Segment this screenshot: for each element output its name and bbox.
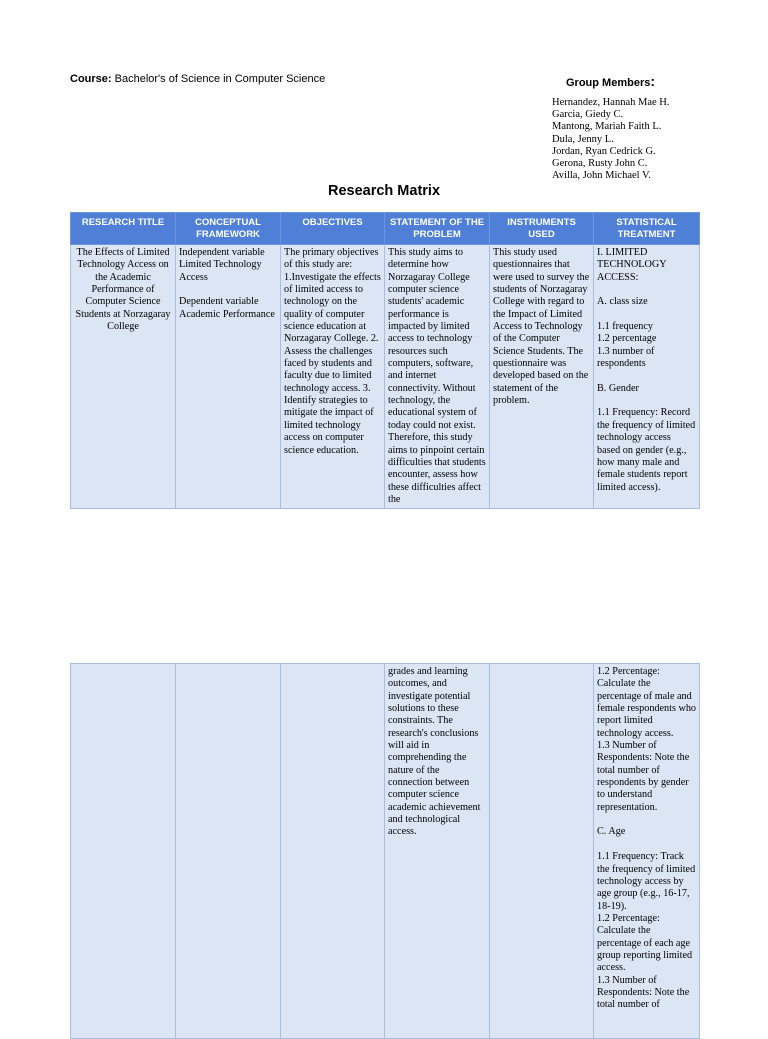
member-name: Dula, Jenny L. bbox=[552, 133, 614, 145]
header-objectives: OBJECTIVES bbox=[281, 213, 385, 245]
group-members-list bbox=[552, 97, 670, 182]
cell-statement-of-the-problem: This study aims to determine how Norzagaray College computer science students' academic performance is impacted by limited access to technology resources such computers, software, and internet connectivity. Without technology, the educational system of today could not exist. Therefore, this study aims to pinpoint certain difficulties that students encounter, assess how these difficulties affect the bbox=[385, 245, 490, 509]
table-header-row bbox=[71, 213, 700, 245]
research-matrix-table-continued bbox=[70, 663, 700, 1039]
course-label: Course: bbox=[70, 73, 112, 85]
group-members-heading bbox=[566, 73, 655, 89]
cell-conceptual-framework: Independent variable Limited Technology Access Dependent variable Academic Performance bbox=[176, 245, 281, 509]
course-line bbox=[70, 73, 325, 85]
cell-objectives: The primary objectives of this study are: 1.Investigate the effects of limited access to technology on the quality of computer science education at Norzagaray College. 2. Assess the challenges faced by students and faculty due to limited technology access. 3. Identify strategies to mitigate the impact of limited technology access on computer science education. bbox=[281, 245, 385, 509]
page-title: Research Matrix bbox=[327, 183, 441, 199]
group-members-label: Group Members bbox=[566, 77, 651, 89]
course-value: Bachelor's of Science in Computer Science bbox=[114, 73, 326, 85]
cell-research-title: The Effects of Limited Technology Access on the Academic Performance of Computer Science Students at Norzagaray College bbox=[71, 245, 176, 509]
cell-statistical-continued: 1.2 Percentage: Calculate the percentage of male and female respondents who report limited technology access. 1.3 Number of Respondents: Note the total number of respondents by gender to understand representation. C. Age 1.1 Frequency: Track the frequency of limited technology access by age group (e.g., 16-17, 18-19). 1.2 Percentage: Calculate the percentage of each age group reporting limited access. 1.3 Number of Respondents: Note the total number of bbox=[594, 664, 700, 1039]
cell-instruments-used: This study used questionnaires that were used to survey the students of Norzagaray College with regard to the Impact of Limited Access to Technology of the Computer Science Students. The questionnaire was developed based on the statement of the problem. bbox=[490, 245, 594, 509]
cell-research-title-empty bbox=[71, 664, 176, 1039]
cell-statistical-treatment: I. LIMITED TECHNOLOGY ACCESS: A. class size 1.1 frequency 1.2 percentage 1.3 number of respondents B. Gender 1.1 Frequency: Record the frequency of limited technology access based on gender (e.g., how many male and female students report limited access). bbox=[594, 245, 700, 509]
member-name: Jordan, Ryan Cedrick G. bbox=[552, 145, 656, 157]
cell-instruments-empty bbox=[490, 664, 594, 1039]
group-members-colon: : bbox=[650, 73, 656, 89]
member-name: Garcia, Giedy C. bbox=[552, 109, 624, 121]
member-name: Mantong, Mariah Faith L. bbox=[552, 121, 662, 133]
member-name: Hernandez, Hannah Mae H. bbox=[552, 97, 670, 108]
table-row bbox=[71, 664, 700, 1039]
cell-statement-continued: grades and learning outcomes, and investigate potential solutions to these constraints. The research's conclusions will aid in comprehending the nature of the connection between computer science academic achievement and technological access. bbox=[385, 664, 490, 1039]
header-instruments-used: INSTRUMENTS USED bbox=[490, 213, 594, 245]
header-conceptual-framework: CONCEPTUAL FRAMEWORK bbox=[176, 213, 281, 245]
member-name: Avilla, John Michael V. bbox=[552, 170, 651, 182]
research-matrix-table bbox=[70, 212, 700, 509]
cell-objectives-empty bbox=[281, 664, 385, 1039]
member-name: Gerona, Rusty John C. bbox=[552, 158, 648, 170]
table-row bbox=[71, 245, 700, 509]
header-statement-of-the-problem: STATEMENT OF THE PROBLEM bbox=[385, 213, 490, 245]
header-statistical-treatment: STATISTICAL TREATMENT bbox=[594, 213, 700, 245]
cell-conceptual-framework-empty bbox=[176, 664, 281, 1039]
header-research-title: RESEARCH TITLE bbox=[71, 213, 176, 245]
